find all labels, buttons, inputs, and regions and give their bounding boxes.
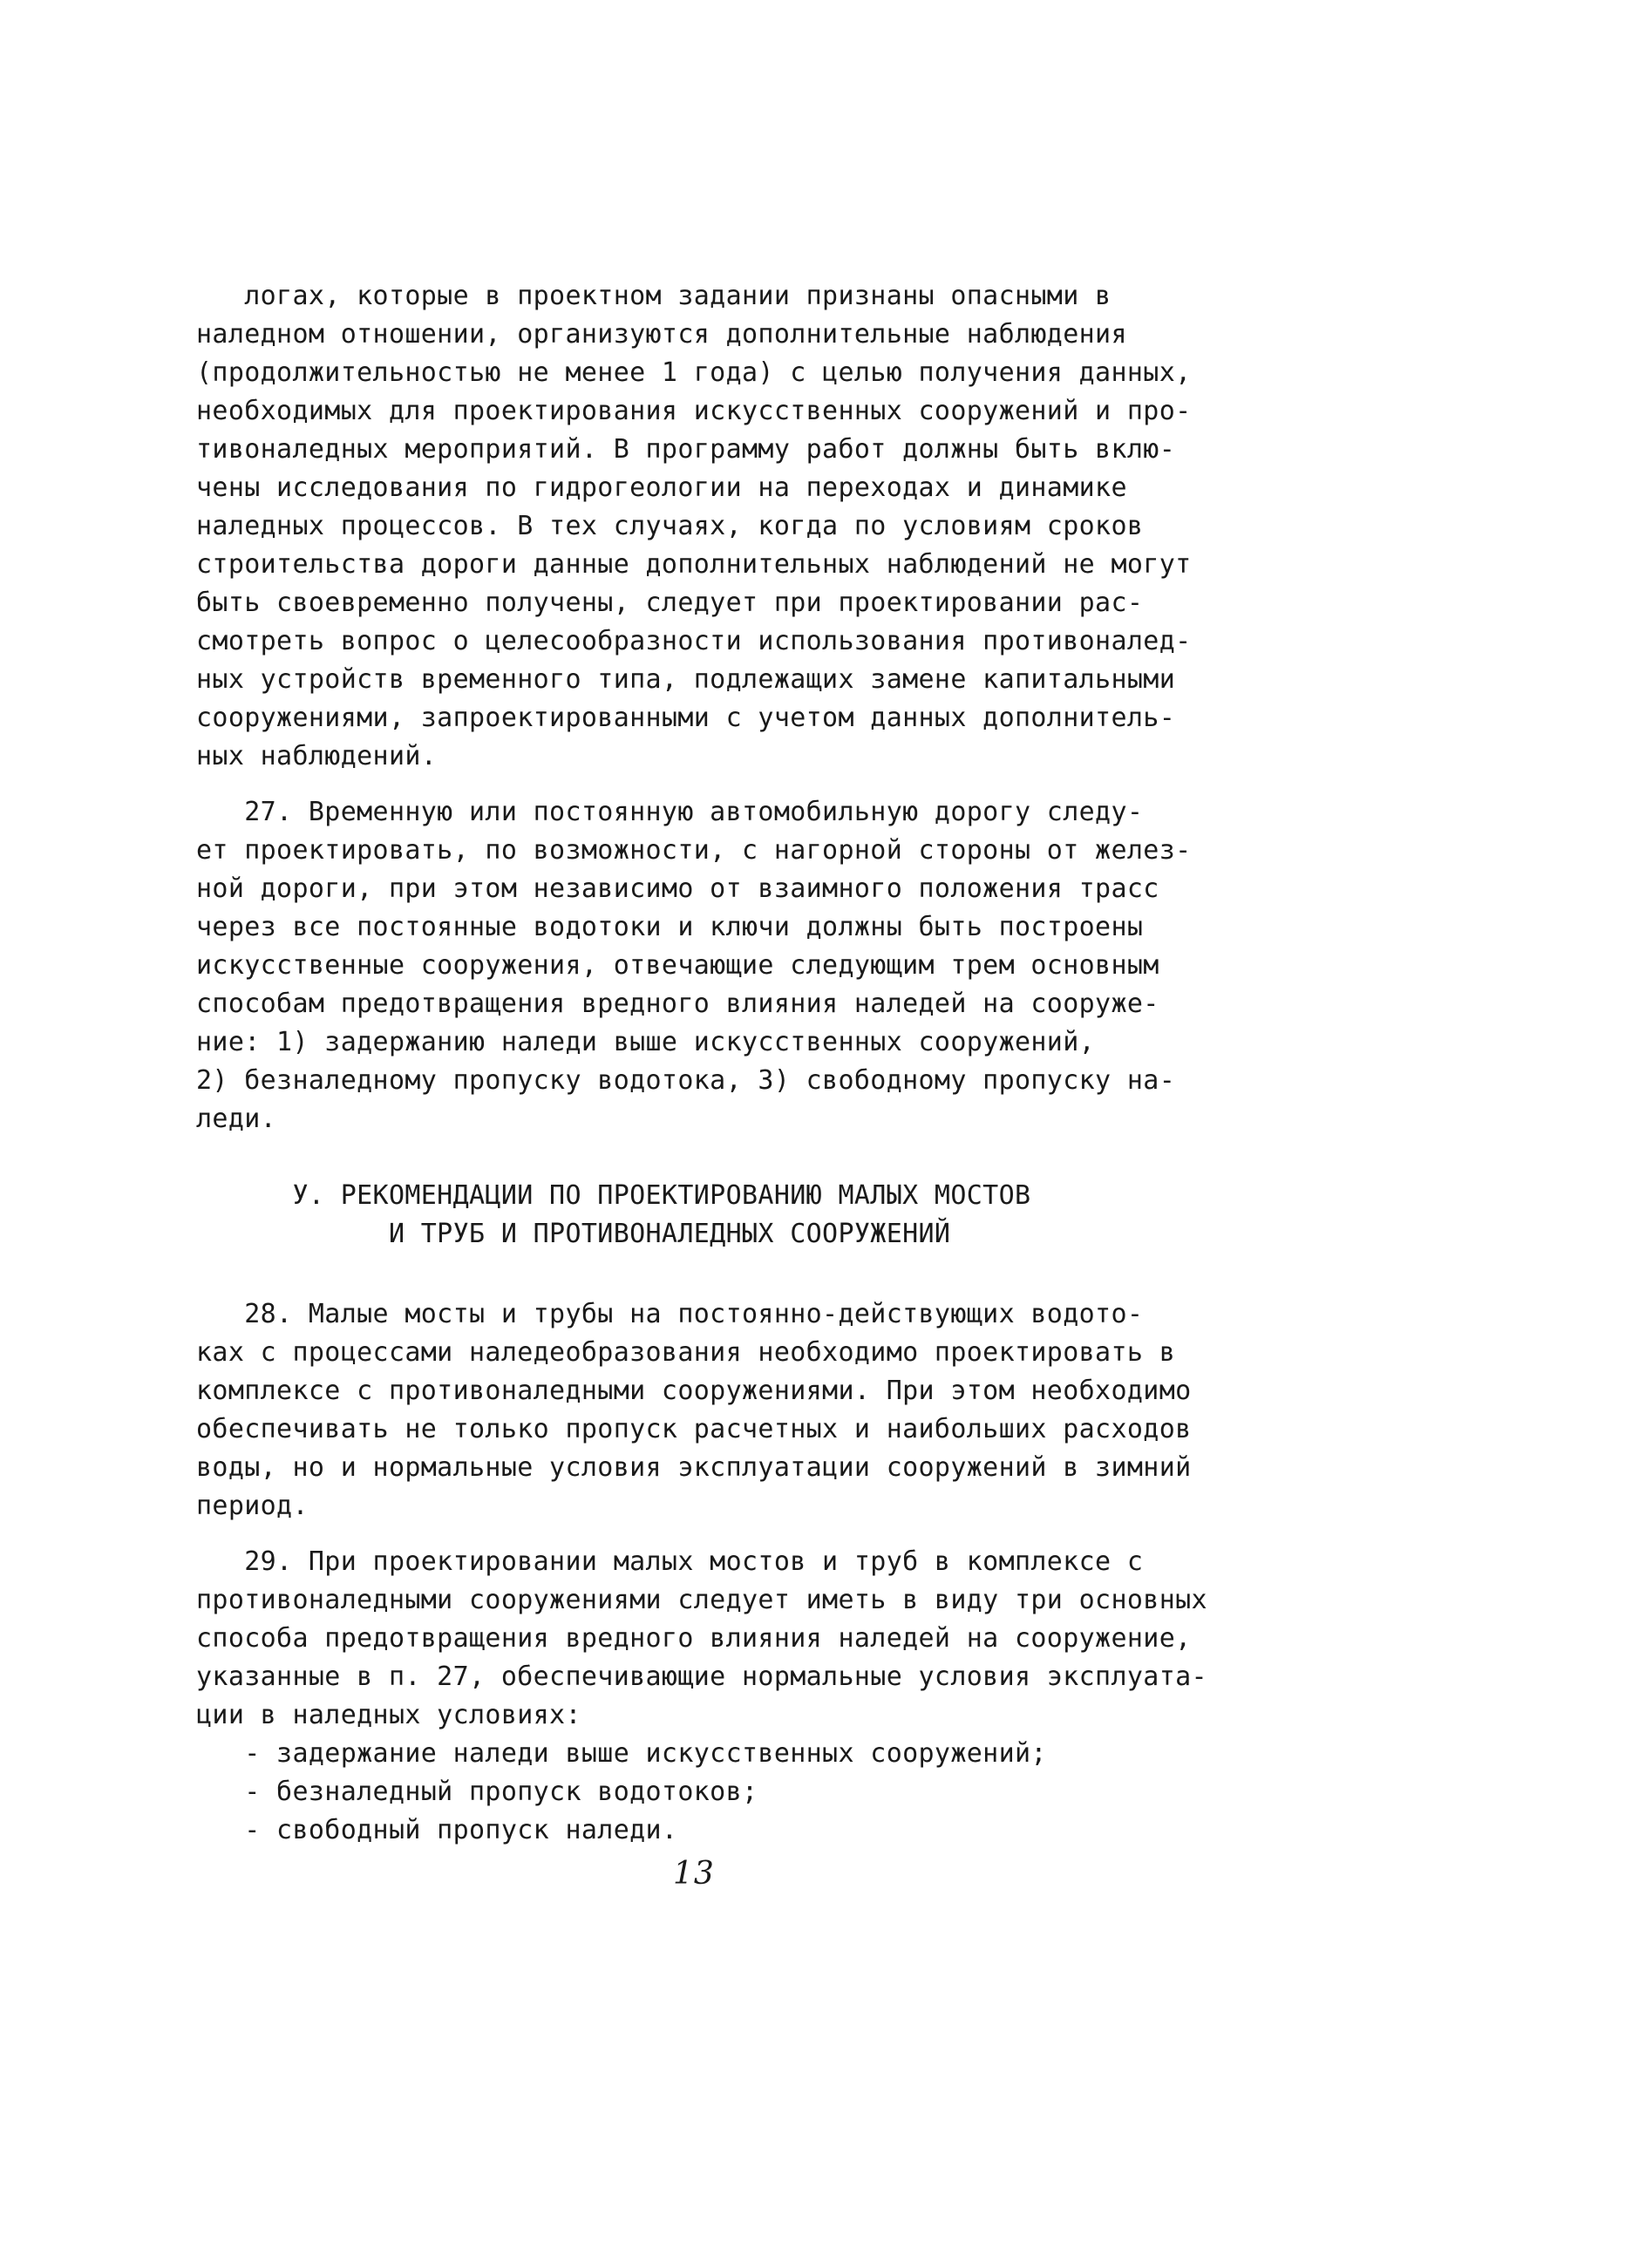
text-line: указанные в п. 27, обеспечивающие нормальные условия эксплуата- (196, 1661, 1207, 1692)
text-line: ках с процессами наледеобразования необходимо проектировать в (196, 1337, 1176, 1368)
text-line: искусственные сооружения, отвечающие следующим трем основным (196, 950, 1159, 981)
text-line: через все постоянные водотоки и ключи должны быть построены (196, 912, 1144, 942)
text-line: ных устройств временного типа, подлежащих замене капитальными (196, 664, 1176, 695)
text-line: способа предотвращения вредного влияния наледей на сооружение, (196, 1623, 1192, 1654)
text-line: 28. Малые мосты и трубы на постоянно-действующих водото- (196, 1299, 1144, 1329)
text-line: ние: 1) задержанию наледи выше искусственных сооружений, (196, 1027, 1096, 1057)
list-item: - безналедный пропуск водотоков; (196, 1777, 758, 1807)
text-line: необходимых для проектирования искусственных сооружений и про- (196, 396, 1192, 426)
list-item: - свободный пропуск наледи. (196, 1815, 678, 1845)
page-number: 13 (673, 1856, 715, 1892)
text-line: 2) безналедному пропуску водотока, 3) свободному пропуску на- (196, 1065, 1176, 1096)
text-line: ных наблюдений. (196, 741, 438, 771)
text-line: противоналедными сооружениями следует иметь в виду три основных (196, 1585, 1207, 1615)
text-line: строительства дороги данные дополнительных наблюдений не могут (196, 549, 1192, 580)
text-line: воды, но и нормальные условия эксплуатации сооружений в зимний (196, 1452, 1192, 1483)
text-line: сооружениями, запроектированными с учетом данных дополнитель- (196, 703, 1176, 733)
text-line: наледном отношении, организуются дополнительные наблюдения (196, 319, 1127, 350)
text-line: тивоналедных мероприятий. В программу работ должны быть вклю- (196, 434, 1176, 465)
text-line: смотреть вопрос о целесообразности использования противоналед- (196, 626, 1192, 656)
text-line: чены исследования по гидрогеологии на переходах и динамике (196, 472, 1127, 503)
text-line: комплексе с противоналедными сооружениями. При этом необходимо (196, 1376, 1192, 1406)
text-line: быть своевременно получены, следует при проектировании рас- (196, 588, 1144, 618)
text-line: 29. При проектировании малых мостов и труб в комплексе с (196, 1546, 1144, 1577)
text-line: обеспечивать не только пропуск расчетных и наибольших расходов (196, 1414, 1192, 1444)
text-line: период. (196, 1491, 309, 1521)
text-line: (продолжительностью не менее 1 года) с целью получения данных, (196, 357, 1192, 388)
text-line: способам предотвращения вредного влияния наледей на сооруже- (196, 989, 1159, 1019)
list-item: - задержание наледи выше искусственных сооружений; (196, 1738, 1047, 1769)
text-line: ет проектировать, по возможности, с нагорной стороны от желез- (196, 835, 1192, 866)
text-line: леди. (196, 1104, 277, 1134)
text-line: наледных процессов. В тех случаях, когда по условиям сроков (196, 511, 1144, 541)
heading-line: У. РЕКОМЕНДАЦИИ ПО ПРОЕКТИРОВАНИЮ МАЛЫХ МОСТОВ (196, 1180, 1031, 1211)
heading-line: И ТРУБ И ПРОТИВОНАЛЕДНЫХ СООРУЖЕНИЙ (196, 1219, 951, 1249)
text-line: ции в наледных условиях: (196, 1700, 581, 1730)
text-line: 27. Временную или постоянную автомобильную дорогу следу- (196, 797, 1144, 827)
text-line: ной дороги, при этом независимо от взаимного положения трасс (196, 873, 1159, 904)
text-line: логах, которые в проектном задании признаны опасными в (196, 281, 1112, 311)
